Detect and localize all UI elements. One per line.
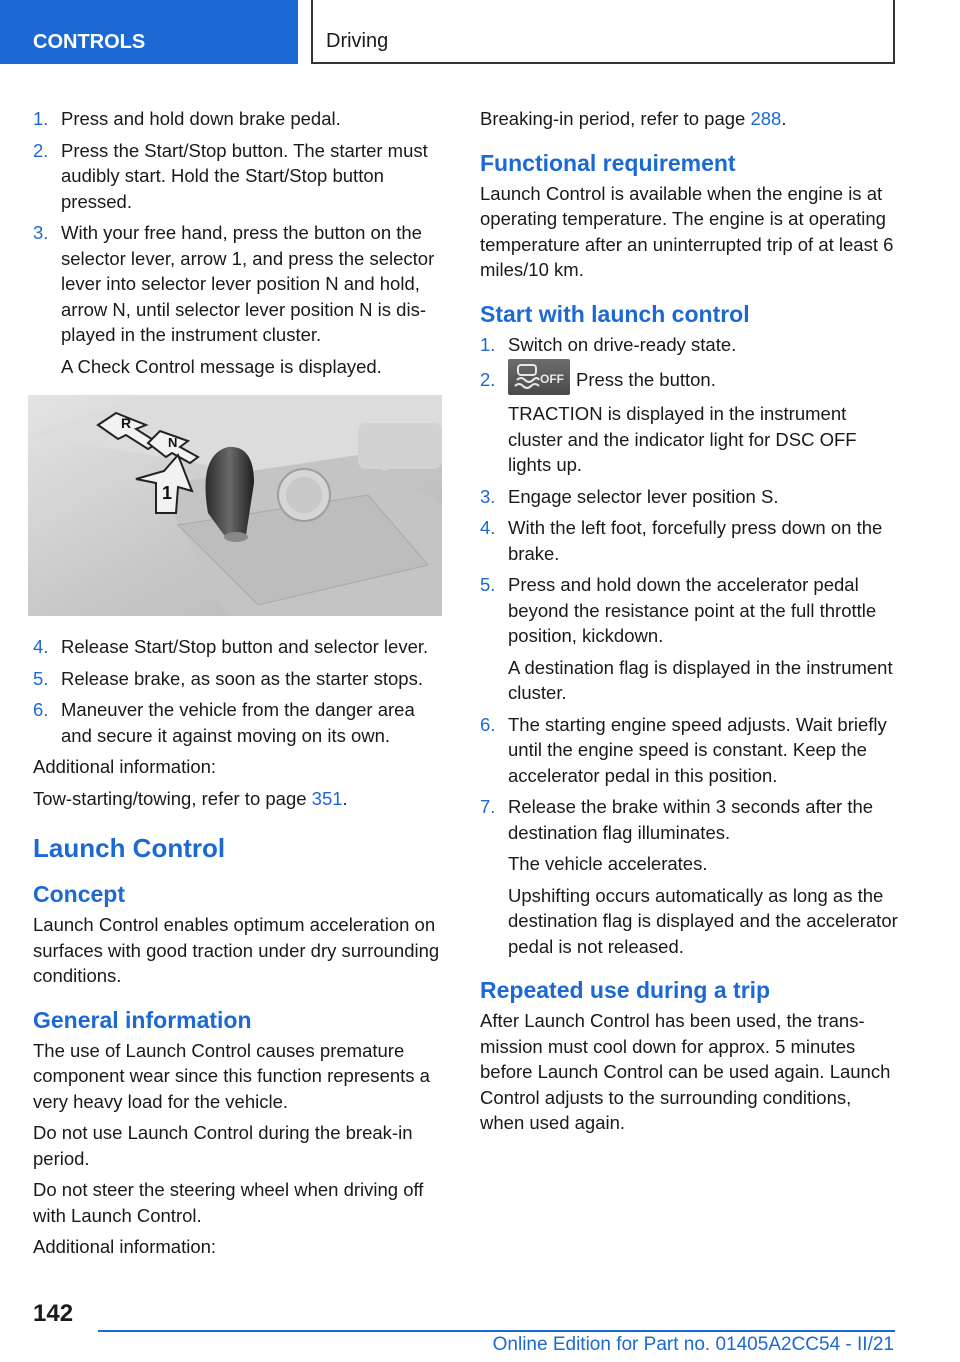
footer-divider — [98, 1330, 895, 1332]
step-number: 6. — [480, 713, 496, 735]
section-label: CONTROLS — [33, 31, 146, 53]
chapter-title: Driving — [311, 0, 895, 64]
label-arrow-1: 1 — [162, 483, 173, 503]
edition-footer: Online Edition for Part no. 01405A2CC54 - II/21 — [492, 1334, 894, 1355]
list-item — [480, 484, 898, 510]
breakin-page-link[interactable]: 288 — [750, 108, 782, 129]
breakin-text: Breaking-in period, refer to page — [480, 108, 751, 129]
launch-steps-list — [480, 332, 898, 960]
step-number: 7. — [480, 796, 496, 818]
list-item — [33, 697, 447, 748]
dsc-off-button-icon — [508, 359, 570, 395]
list-item — [480, 712, 898, 789]
repeated-use-heading: Repeated use during a trip — [480, 977, 771, 1004]
steps-list-b — [33, 634, 447, 748]
tow-text: Tow-starting/towing, refer to page — [33, 787, 312, 809]
repeated-use-text: After Launch Control has been used, the transmission must cool down for approx. 5 minutes before Launch Control can be used again. Launch Control adjusts to the surrounding conditions, when used again. — [480, 1010, 891, 1134]
additional-info-label: Additional information: — [33, 756, 217, 777]
step-number: 5. — [33, 667, 49, 689]
step-subtext: The vehicle accelerates. — [508, 853, 708, 875]
off-label: OFF — [540, 372, 564, 387]
step-text: With the left foot, forcefully press down on the brake. — [508, 517, 883, 564]
breakin-reference — [480, 106, 898, 132]
list-item — [33, 220, 447, 379]
selector-lever-illustration — [28, 395, 442, 616]
step-text: Engage selector lever position S. — [508, 485, 779, 507]
tow-page-link[interactable]: 351 — [311, 787, 343, 809]
step-text: Press and hold down brake pedal. — [61, 108, 341, 129]
concept-heading: Concept — [33, 881, 125, 907]
list-item — [480, 515, 898, 566]
general-text-1: The use of Launch Control causes premature component wear since this function represents a very heavy load for the vehicle. — [33, 1039, 430, 1112]
tow-reference — [33, 786, 447, 812]
step-text: Press and hold down the accelerator pedal beyond the resistance point at the full throttle position, kickdown. — [508, 574, 877, 647]
concept-text: Launch Control enables optimum acceleration on surfaces with good traction under dry surrounding conditions. — [33, 914, 440, 986]
step-number: 2. — [33, 139, 49, 161]
general-info-heading: General information — [33, 1006, 252, 1033]
list-item — [480, 794, 898, 959]
step-number: 2. — [480, 369, 496, 390]
label-n: N — [168, 435, 178, 450]
step-number: 3. — [480, 485, 496, 507]
step-number: 1. — [33, 108, 49, 129]
step-text: Press the Start/Stop button. The starter must audibly start. Hold the Start/Stop button pressed. — [61, 139, 428, 212]
list-item — [480, 332, 898, 358]
period: . — [342, 787, 348, 809]
car-skid-icon — [512, 363, 542, 391]
step-text: Press the button. — [576, 369, 716, 390]
step-subtext-2: Upshifting occurs automatically as long as the destination flag is displayed and the accelerator pedal is not released. — [508, 884, 898, 957]
list-item — [480, 367, 898, 478]
step-number: 4. — [480, 517, 496, 539]
step-text: Release Start/Stop button and selector lever. — [61, 636, 429, 657]
step-text: Maneuver the vehicle from the danger area and secure it against moving on its own. — [61, 699, 415, 746]
step-subtext: A Check Control message is displayed. — [61, 355, 382, 377]
step-number: 5. — [480, 574, 496, 596]
section-tab — [0, 0, 298, 64]
list-item — [33, 138, 447, 215]
general-text-3: Do not steer the steering wheel when driving off with Launch Control. — [33, 1179, 424, 1226]
step-number: 6. — [33, 699, 49, 720]
start-launch-control-heading: Start with launch control — [480, 300, 750, 327]
list-item — [33, 106, 447, 132]
functional-requirement-text: Launch Control is available when the engine is at operating temperature. The engine is at operating temperature after an uninterrupted trip of at least 6 miles/10 km. — [480, 182, 894, 280]
step-number: 1. — [480, 333, 496, 355]
general-text-2: Do not use Launch Control during the break-in period. — [33, 1122, 413, 1169]
list-item — [480, 572, 898, 706]
period: . — [781, 108, 787, 129]
step-text: The starting engine speed adjusts. Wait briefly until the engine speed is constant. Keep the accelerator pedal in this position. — [508, 713, 887, 786]
step-number: 4. — [33, 636, 49, 657]
step-number: 3. — [33, 222, 49, 243]
right-column — [480, 106, 898, 1142]
page-number: 142 — [33, 1300, 74, 1327]
step-text: Release the brake within 3 seconds after the destination flag illuminates. — [508, 796, 874, 843]
selector-lever-drawing — [28, 395, 442, 616]
step-text: Release brake, as soon as the starter stops. — [61, 667, 423, 689]
functional-requirement-heading: Functional requirement — [480, 149, 736, 176]
step-text: Switch on drive-ready state. — [508, 333, 737, 355]
list-item — [33, 634, 447, 660]
step-subtext: TRACTION is displayed in the instrument cluster and the indicator light for DSC OFF lights up. — [508, 403, 857, 476]
launch-control-heading: Launch Control — [33, 833, 226, 863]
label-r: R — [121, 415, 132, 431]
list-item — [33, 666, 447, 692]
steps-list-a — [33, 106, 447, 379]
step-text: With your free hand, press the button on the selector lever, arrow 1, and press the selector lever into selector lever position N and hold, arrow N, until selector lever position N is displayed in the instrument cluster. — [61, 222, 435, 345]
step-subtext: A destination flag is displayed in the instrument cluster. — [508, 656, 893, 704]
left-column — [33, 106, 447, 1266]
general-text-4: Additional information: — [33, 1236, 217, 1257]
